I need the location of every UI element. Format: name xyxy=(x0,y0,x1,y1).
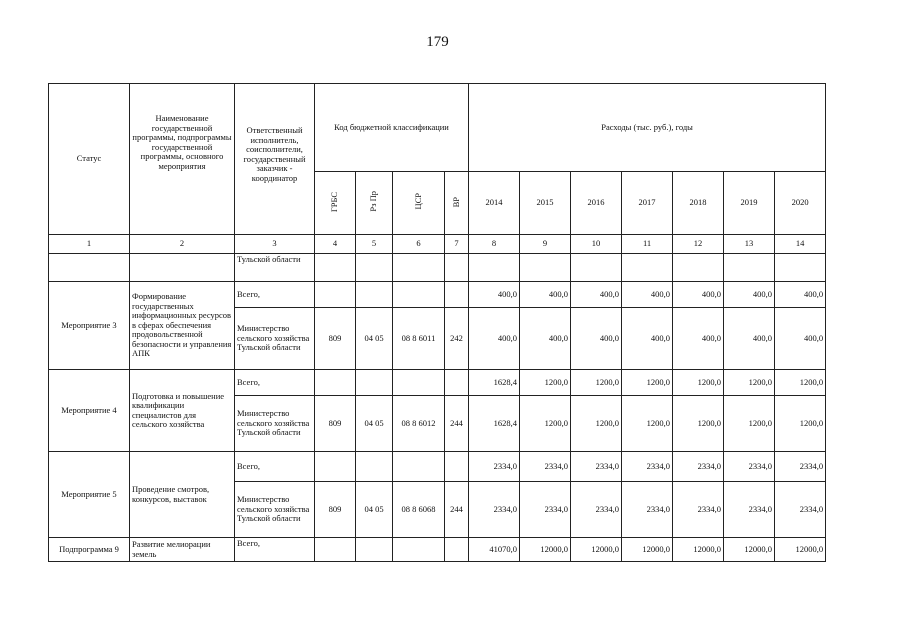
total-label: Всего, xyxy=(235,452,315,482)
header-year: 2020 xyxy=(775,172,826,235)
value-cell: 1200,0 xyxy=(622,396,673,452)
header-expenses: Расходы (тыс. руб.), годы xyxy=(469,84,826,172)
status-cell: Мероприятие 3 xyxy=(49,282,130,370)
value-cell: 1200,0 xyxy=(673,396,724,452)
page-number: 179 xyxy=(426,34,449,50)
column-number: 6 xyxy=(393,235,445,254)
value-cell: 400,0 xyxy=(469,282,520,308)
value-cell: 1200,0 xyxy=(520,370,571,396)
column-numbers-row xyxy=(49,235,826,254)
column-number: 5 xyxy=(356,235,393,254)
continuation-row xyxy=(49,254,826,282)
grbs-cell: 809 xyxy=(315,482,356,538)
value-cell: 1200,0 xyxy=(571,370,622,396)
name-cell: Подготовка и повышение квалификации специалистов для сельского хозяйства xyxy=(130,370,235,452)
value-cell: 2334,0 xyxy=(724,452,775,482)
value-cell: 2334,0 xyxy=(775,482,826,538)
value-cell: 2334,0 xyxy=(520,482,571,538)
value-cell: 1200,0 xyxy=(520,396,571,452)
header-csr: ЦСР xyxy=(393,172,445,235)
grbs-cell: 809 xyxy=(315,308,356,370)
value-cell: 400,0 xyxy=(520,282,571,308)
rzpr-cell: 04 05 xyxy=(356,308,393,370)
header-budget-code: Код бюджетной классификации xyxy=(315,84,469,172)
total-label: Всего, xyxy=(235,538,315,562)
column-number: 14 xyxy=(775,235,826,254)
value-cell: 1628,4 xyxy=(469,370,520,396)
csr-cell: 08 8 6011 xyxy=(393,308,445,370)
value-cell: 400,0 xyxy=(622,308,673,370)
value-cell: 400,0 xyxy=(622,282,673,308)
column-number: 4 xyxy=(315,235,356,254)
value-cell: 12000,0 xyxy=(571,538,622,562)
value-cell: 12000,0 xyxy=(520,538,571,562)
header-year: 2014 xyxy=(469,172,520,235)
responsible-cell: Министерство сельского хозяйства Тульской области xyxy=(235,482,315,538)
value-cell: 2334,0 xyxy=(571,482,622,538)
value-cell: 2334,0 xyxy=(469,482,520,538)
value-cell: 2334,0 xyxy=(622,452,673,482)
column-number: 1 xyxy=(49,235,130,254)
column-number: 3 xyxy=(235,235,315,254)
value-cell: 1200,0 xyxy=(724,396,775,452)
value-cell: 400,0 xyxy=(724,282,775,308)
column-number: 2 xyxy=(130,235,235,254)
value-cell: 1200,0 xyxy=(571,396,622,452)
header-year: 2016 xyxy=(571,172,622,235)
header-responsible: Ответственный исполнитель, соисполнители, государственный заказчик - координатор xyxy=(235,84,315,235)
value-cell: 12000,0 xyxy=(673,538,724,562)
name-cell: Формирование государственных информационных ресурсов в сферах обеспечения продовольственной безопасности и управления АПК xyxy=(130,282,235,370)
header-year: 2019 xyxy=(724,172,775,235)
header-name: Наименование государственной программы, подпрограммы государственной программы, основного мероприятия xyxy=(130,84,235,235)
column-number: 10 xyxy=(571,235,622,254)
status-cell: Подпрограмма 9 xyxy=(49,538,130,562)
budget-table xyxy=(48,83,826,562)
vr-cell: 244 xyxy=(445,396,469,452)
value-cell: 12000,0 xyxy=(622,538,673,562)
responsible-cell: Тульской области xyxy=(235,254,315,282)
value-cell: 400,0 xyxy=(571,308,622,370)
value-cell: 2334,0 xyxy=(571,452,622,482)
value-cell: 1200,0 xyxy=(775,370,826,396)
header-status: Статус xyxy=(49,84,130,235)
column-number: 9 xyxy=(520,235,571,254)
value-cell: 2334,0 xyxy=(622,482,673,538)
vr-cell: 244 xyxy=(445,482,469,538)
value-cell: 1200,0 xyxy=(673,370,724,396)
column-number: 8 xyxy=(469,235,520,254)
table-row xyxy=(49,370,826,396)
value-cell: 400,0 xyxy=(469,308,520,370)
value-cell: 12000,0 xyxy=(724,538,775,562)
value-cell: 400,0 xyxy=(673,308,724,370)
value-cell: 1200,0 xyxy=(622,370,673,396)
rzpr-cell: 04 05 xyxy=(356,396,393,452)
column-number: 7 xyxy=(445,235,469,254)
table-row xyxy=(49,282,826,308)
table-row xyxy=(49,452,826,482)
value-cell: 12000,0 xyxy=(775,538,826,562)
csr-cell: 08 8 6012 xyxy=(393,396,445,452)
header-grbs: ГРБС xyxy=(315,172,356,235)
value-cell: 400,0 xyxy=(775,282,826,308)
value-cell: 400,0 xyxy=(520,308,571,370)
column-number: 13 xyxy=(724,235,775,254)
responsible-cell: Министерство сельского хозяйства Тульской области xyxy=(235,396,315,452)
value-cell: 2334,0 xyxy=(673,482,724,538)
value-cell: 400,0 xyxy=(724,308,775,370)
table-row xyxy=(49,538,826,562)
column-number: 12 xyxy=(673,235,724,254)
value-cell: 2334,0 xyxy=(520,452,571,482)
status-cell: Мероприятие 4 xyxy=(49,370,130,452)
value-cell: 2334,0 xyxy=(469,452,520,482)
value-cell: 1200,0 xyxy=(724,370,775,396)
header-year: 2018 xyxy=(673,172,724,235)
csr-cell: 08 8 6068 xyxy=(393,482,445,538)
total-label: Всего, xyxy=(235,282,315,308)
value-cell: 2334,0 xyxy=(775,452,826,482)
header-vr: ВР xyxy=(445,172,469,235)
value-cell: 41070,0 xyxy=(469,538,520,562)
header-year: 2015 xyxy=(520,172,571,235)
vr-cell: 242 xyxy=(445,308,469,370)
total-label: Всего, xyxy=(235,370,315,396)
header-rzpr: Рз Пр xyxy=(356,172,393,235)
rzpr-cell: 04 05 xyxy=(356,482,393,538)
value-cell: 400,0 xyxy=(571,282,622,308)
name-cell: Развитие мелиорации земель xyxy=(130,538,235,562)
responsible-cell: Министерство сельского хозяйства Тульской области xyxy=(235,308,315,370)
value-cell: 2334,0 xyxy=(673,452,724,482)
column-number: 11 xyxy=(622,235,673,254)
value-cell: 400,0 xyxy=(673,282,724,308)
grbs-cell: 809 xyxy=(315,396,356,452)
value-cell: 1200,0 xyxy=(775,396,826,452)
value-cell: 1628,4 xyxy=(469,396,520,452)
header-year: 2017 xyxy=(622,172,673,235)
value-cell: 400,0 xyxy=(775,308,826,370)
status-cell: Мероприятие 5 xyxy=(49,452,130,538)
name-cell: Проведение смотров, конкурсов, выставок xyxy=(130,452,235,538)
value-cell: 2334,0 xyxy=(724,482,775,538)
